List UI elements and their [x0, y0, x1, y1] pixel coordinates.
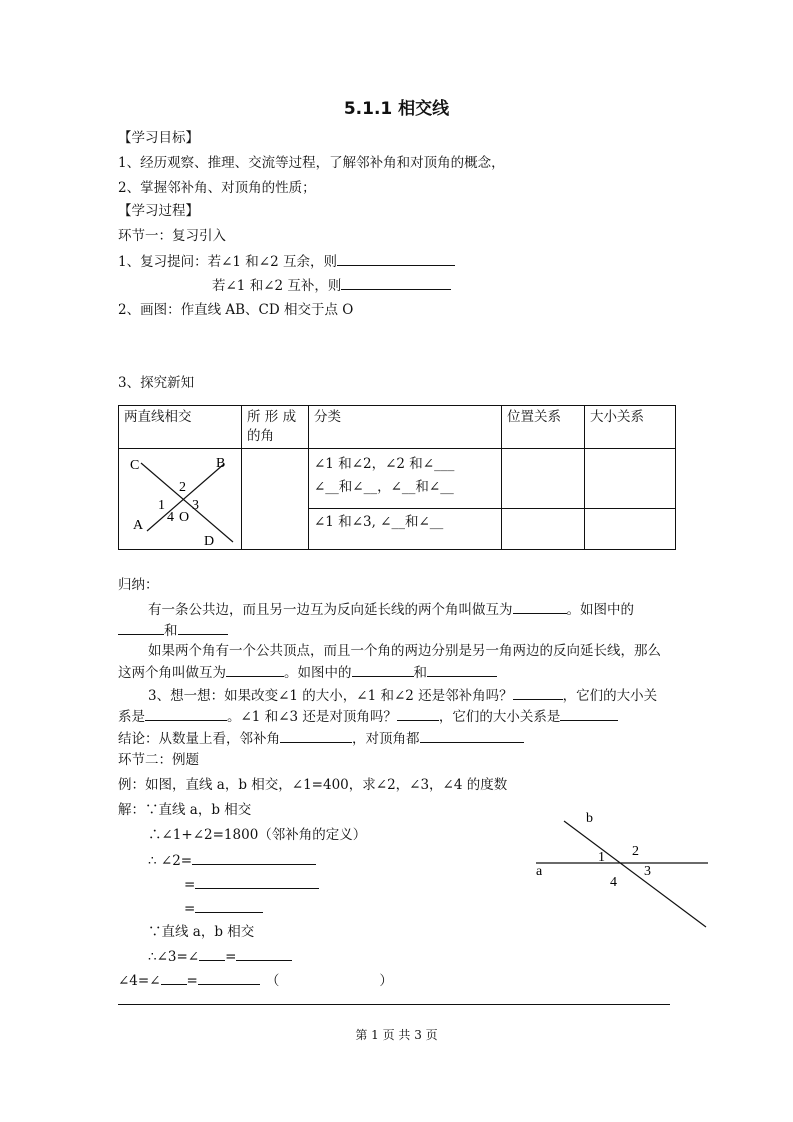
label-a: A — [133, 518, 144, 533]
solution-line-3 — [148, 850, 316, 871]
explore-heading: 3、探究新知 — [118, 375, 195, 391]
table-header-cell: 两直线相交 — [119, 406, 242, 449]
answer-blank[interactable] — [341, 275, 451, 290]
summary-text: 。∠1 和∠3 还是对顶角吗？ — [227, 709, 397, 725]
goal-item-1: 1、经历观察、推理、交流等过程，了解邻补角和对顶角的概念， — [118, 155, 505, 171]
table-header-row — [119, 406, 676, 449]
intersecting-lines-diagram — [119, 449, 241, 549]
goals-heading: 【学习目标】 — [118, 130, 199, 146]
review-question-2-text: 若∠1 和∠2 互补，则 — [212, 278, 342, 294]
summary-text: 有一条公共边，而且另一边互为反向延长线的两个角叫做互为 — [148, 602, 513, 618]
solution-text: ∴∠3=∠ — [148, 949, 200, 965]
answer-blank[interactable] — [195, 898, 263, 913]
solution-line-1: 解：∵直线 a，b 相交 — [118, 802, 252, 818]
summary-text: ，它们的大小关 — [562, 688, 658, 704]
answer-blank[interactable] — [420, 728, 524, 743]
answer-blank[interactable] — [280, 728, 352, 743]
label-b: b — [586, 811, 593, 826]
answer-blank[interactable] — [352, 662, 414, 677]
think-line-2 — [118, 706, 618, 727]
label-angle-2: 2 — [179, 480, 186, 495]
table-cell — [502, 508, 585, 549]
solution-line-6: ∵直线 a，b 相交 — [148, 924, 255, 940]
goal-item-2: 2、掌握邻补角、对顶角的性质； — [118, 180, 316, 196]
review-question-1-text: 1、复习提问：若∠1 和∠2 互余，则 — [118, 254, 337, 270]
solution-text: ∠4=∠ — [118, 973, 161, 989]
table-cell — [242, 449, 309, 550]
answer-blank[interactable] — [337, 251, 455, 266]
solution-line-7 — [148, 946, 292, 967]
review-question-1 — [118, 251, 455, 272]
solution-line-8 — [118, 970, 393, 991]
solution-text: = — [186, 973, 198, 989]
example-problem: 例：如图，直线 a，b 相交，∠1=400，求∠2，∠3，∠4 的度数 — [118, 777, 508, 793]
solution-text: ∴ ∠2= — [148, 853, 193, 869]
answer-blank[interactable] — [195, 874, 319, 889]
solution-text: = — [184, 877, 196, 893]
solution-line-5 — [184, 898, 263, 919]
solution-text: ） — [379, 973, 393, 989]
line-b — [564, 821, 706, 927]
summary-text: 系是 — [118, 709, 145, 725]
answer-blank[interactable] — [145, 706, 227, 721]
table-cell — [502, 449, 585, 509]
intersection-table — [118, 405, 676, 550]
answer-blank[interactable] — [513, 599, 567, 614]
line-cd — [141, 463, 233, 542]
table-header-cell: 大小关系 — [585, 406, 676, 449]
label-b: B — [216, 456, 226, 471]
label-angle-1: 1 — [598, 850, 605, 865]
label-angle-3: 3 — [192, 498, 199, 513]
table-header-cell: 位置关系 — [502, 406, 585, 449]
answer-blank[interactable] — [427, 662, 497, 677]
intersection-diagram-cell — [119, 449, 242, 550]
label-d: D — [204, 534, 215, 549]
summary-para-2-line-2 — [118, 662, 497, 683]
table-cell-class-2: ∠1 和∠3, ∠__和∠__ — [309, 508, 502, 549]
page-footer: 第 1 页 共 3 页 — [355, 1028, 438, 1042]
label-angle-1: 1 — [158, 498, 165, 513]
example-diagram — [530, 805, 720, 935]
solution-text: = — [184, 901, 196, 917]
solution-text: = — [225, 949, 237, 965]
drawing-task: 2、画图：作直线 AB、CD 相交于点 O — [118, 302, 354, 318]
answer-blank[interactable] — [236, 946, 292, 961]
label-angle-3: 3 — [644, 864, 651, 879]
table-cell — [585, 508, 676, 549]
answer-blank[interactable] — [198, 970, 260, 985]
summary-para-2-line-1: 如果两个角有一个公共顶点，而且一个角的两边分别是另一角两边的反向延长线，那么 — [148, 643, 661, 659]
summary-text: 结论：从数量上看，邻补角 — [118, 731, 280, 747]
answer-blank[interactable] — [513, 685, 563, 700]
summary-text: 和 — [164, 623, 178, 639]
solution-line-2: ∴∠1+∠2=1800（邻补角的定义） — [148, 827, 367, 843]
label-angle-2: 2 — [632, 844, 639, 859]
table-cell-class-1: ∠1 和∠2，∠2 和∠___ ∠__和∠__，∠__和∠__ — [309, 449, 502, 509]
answer-blank[interactable] — [118, 620, 164, 635]
answer-blank[interactable] — [397, 706, 439, 721]
bottom-rule — [118, 1004, 670, 1005]
answer-blank[interactable] — [199, 946, 225, 961]
summary-text: 。如图中的 — [284, 665, 352, 681]
summary-text: ，它们的大小关系是 — [438, 709, 561, 725]
label-angle-4: 4 — [167, 510, 174, 525]
summary-heading: 归纳： — [118, 577, 159, 593]
summary-para-1-line-1 — [148, 599, 634, 620]
answer-blank[interactable] — [560, 706, 618, 721]
summary-para-1-line-2 — [118, 620, 228, 641]
review-question-2 — [212, 275, 451, 296]
think-line-1 — [148, 685, 657, 706]
table-header-cell: 所 形 成 的角 — [242, 406, 309, 449]
solution-text: （ — [265, 973, 280, 989]
label-a: a — [536, 864, 543, 879]
label-point-o: O — [179, 510, 190, 525]
conclusion — [118, 728, 524, 749]
page-title: 5.1.1 相交线 — [343, 99, 450, 119]
table-cell — [585, 449, 676, 509]
summary-text: 3、想一想：如果改变∠1 的大小，∠1 和∠2 还是邻补角吗？ — [148, 688, 513, 704]
step-2-heading: 环节二：例题 — [118, 752, 199, 768]
label-angle-4: 4 — [610, 875, 617, 890]
answer-blank[interactable] — [161, 970, 187, 985]
solution-line-4 — [184, 874, 319, 895]
answer-blank[interactable] — [178, 620, 228, 635]
process-heading: 【学习过程】 — [118, 203, 199, 219]
summary-text: 和 — [413, 665, 427, 681]
table-header-cell: 分类 — [309, 406, 502, 449]
answer-blank[interactable] — [192, 850, 316, 865]
label-c: C — [130, 458, 140, 473]
summary-text: 这两个角叫做互为 — [118, 665, 226, 681]
step-1-heading: 环节一：复习引入 — [118, 228, 226, 244]
answer-blank[interactable] — [226, 662, 284, 677]
table-row — [119, 449, 676, 509]
summary-text: 。如图中的 — [566, 602, 634, 618]
summary-text: ，对顶角都 — [352, 731, 420, 747]
